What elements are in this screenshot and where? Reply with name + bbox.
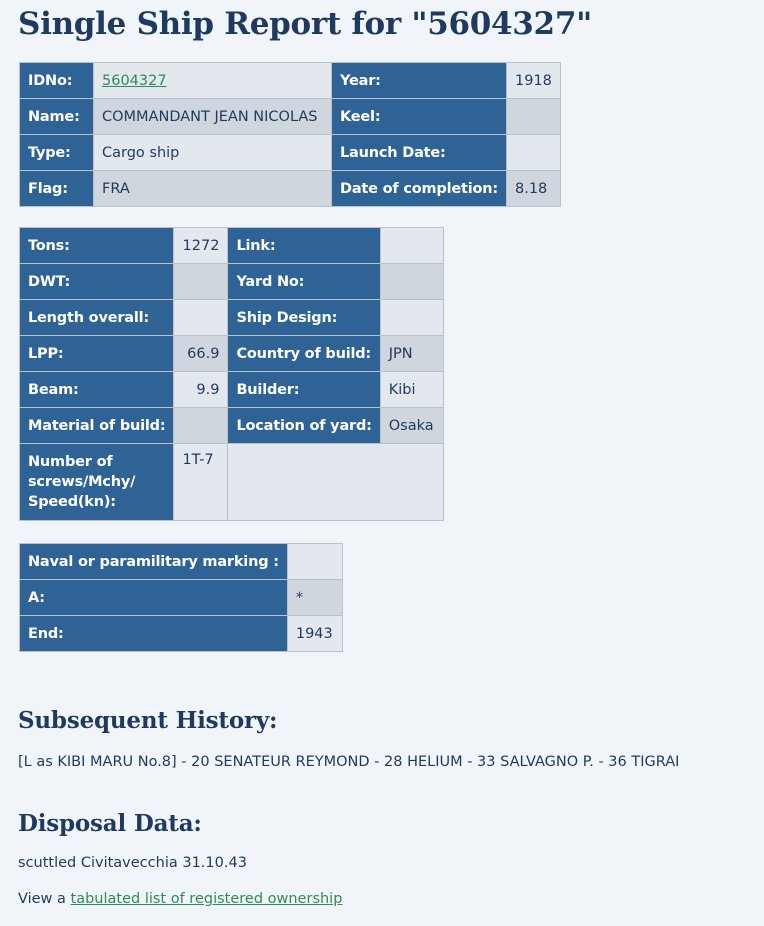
lpp-label: LPP: bbox=[20, 336, 174, 372]
material-of-build-label: Material of build: bbox=[20, 408, 174, 444]
completion-date-value: 8.18 bbox=[507, 171, 561, 207]
builder-value: Kibi bbox=[380, 372, 443, 408]
dwt-value bbox=[174, 264, 228, 300]
table-row bbox=[20, 616, 343, 652]
build-details-table bbox=[19, 227, 444, 521]
table-row bbox=[20, 300, 444, 336]
length-overall-label: Length overall: bbox=[20, 300, 174, 336]
keel-value bbox=[507, 99, 561, 135]
beam-value: 9.9 bbox=[174, 372, 228, 408]
table-row bbox=[20, 135, 561, 171]
completion-date-label: Date of completion: bbox=[332, 171, 507, 207]
end-label: End: bbox=[20, 616, 288, 652]
table-row bbox=[20, 264, 444, 300]
ownership-list-link[interactable]: tabulated list of registered ownership bbox=[70, 891, 343, 907]
keel-label: Keel: bbox=[332, 99, 507, 135]
table-row bbox=[20, 444, 444, 521]
naval-marking-table bbox=[19, 543, 343, 652]
naval-marking-value bbox=[287, 544, 342, 580]
table-row bbox=[20, 580, 343, 616]
link-value bbox=[380, 228, 443, 264]
table-row bbox=[20, 408, 444, 444]
flag-value: FRA bbox=[94, 171, 332, 207]
flag-label: Flag: bbox=[20, 171, 94, 207]
name-label: Name: bbox=[20, 99, 94, 135]
beam-label: Beam: bbox=[20, 372, 174, 408]
ownership-line bbox=[18, 891, 342, 907]
material-of-build-value bbox=[174, 408, 228, 444]
type-label: Type: bbox=[20, 135, 94, 171]
table-row bbox=[20, 99, 561, 135]
a-value: * bbox=[287, 580, 342, 616]
ship-design-label: Ship Design: bbox=[228, 300, 380, 336]
table-row bbox=[20, 372, 444, 408]
builder-label: Builder: bbox=[228, 372, 380, 408]
tons-value: 1272 bbox=[174, 228, 228, 264]
name-value: COMMANDANT JEAN NICOLAS bbox=[94, 99, 332, 135]
location-of-yard-value: Osaka bbox=[380, 408, 443, 444]
ship-design-value bbox=[380, 300, 443, 336]
tons-label: Tons: bbox=[20, 228, 174, 264]
idno-value bbox=[94, 63, 332, 99]
subsequent-history-heading: Subsequent History: bbox=[18, 707, 278, 734]
country-of-build-value: JPN bbox=[380, 336, 443, 372]
year-value: 1918 bbox=[507, 63, 561, 99]
link-label: Link: bbox=[228, 228, 380, 264]
page-title: Single Ship Report for "5604327" bbox=[18, 6, 592, 42]
yard-no-value bbox=[380, 264, 443, 300]
launch-date-label: Launch Date: bbox=[332, 135, 507, 171]
lpp-value: 66.9 bbox=[174, 336, 228, 372]
naval-marking-label: Naval or paramilitary marking : bbox=[20, 544, 288, 580]
table-row bbox=[20, 544, 343, 580]
year-label: Year: bbox=[332, 63, 507, 99]
yard-no-label: Yard No: bbox=[228, 264, 380, 300]
type-value: Cargo ship bbox=[94, 135, 332, 171]
table-row bbox=[20, 171, 561, 207]
disposal-data-heading: Disposal Data: bbox=[18, 810, 202, 837]
a-label: A: bbox=[20, 580, 288, 616]
end-value: 1943 bbox=[287, 616, 342, 652]
subsequent-history-text: [L as KIBI MARU No.8] - 20 SENATEUR REYMOND - 28 HELIUM - 33 SALVAGNO P. - 36 TIGRAI bbox=[18, 754, 680, 770]
table-row bbox=[20, 63, 561, 99]
table-row bbox=[20, 336, 444, 372]
screws-mchy-speed-value: 1T-7 bbox=[174, 444, 228, 521]
empty-cell bbox=[228, 444, 443, 521]
launch-date-value bbox=[507, 135, 561, 171]
idno-label: IDNo: bbox=[20, 63, 94, 99]
table-row bbox=[20, 228, 444, 264]
disposal-data-text: scuttled Civitavecchia 31.10.43 bbox=[18, 855, 247, 871]
location-of-yard-label: Location of yard: bbox=[228, 408, 380, 444]
country-of-build-label: Country of build: bbox=[228, 336, 380, 372]
idno-link[interactable]: 5604327 bbox=[102, 72, 167, 89]
ship-identity-table bbox=[19, 62, 561, 207]
ownership-prefix: View a bbox=[18, 891, 71, 907]
screws-mchy-speed-label: Number of screws/Mchy/ Speed(kn): bbox=[20, 444, 174, 521]
dwt-label: DWT: bbox=[20, 264, 174, 300]
length-overall-value bbox=[174, 300, 228, 336]
